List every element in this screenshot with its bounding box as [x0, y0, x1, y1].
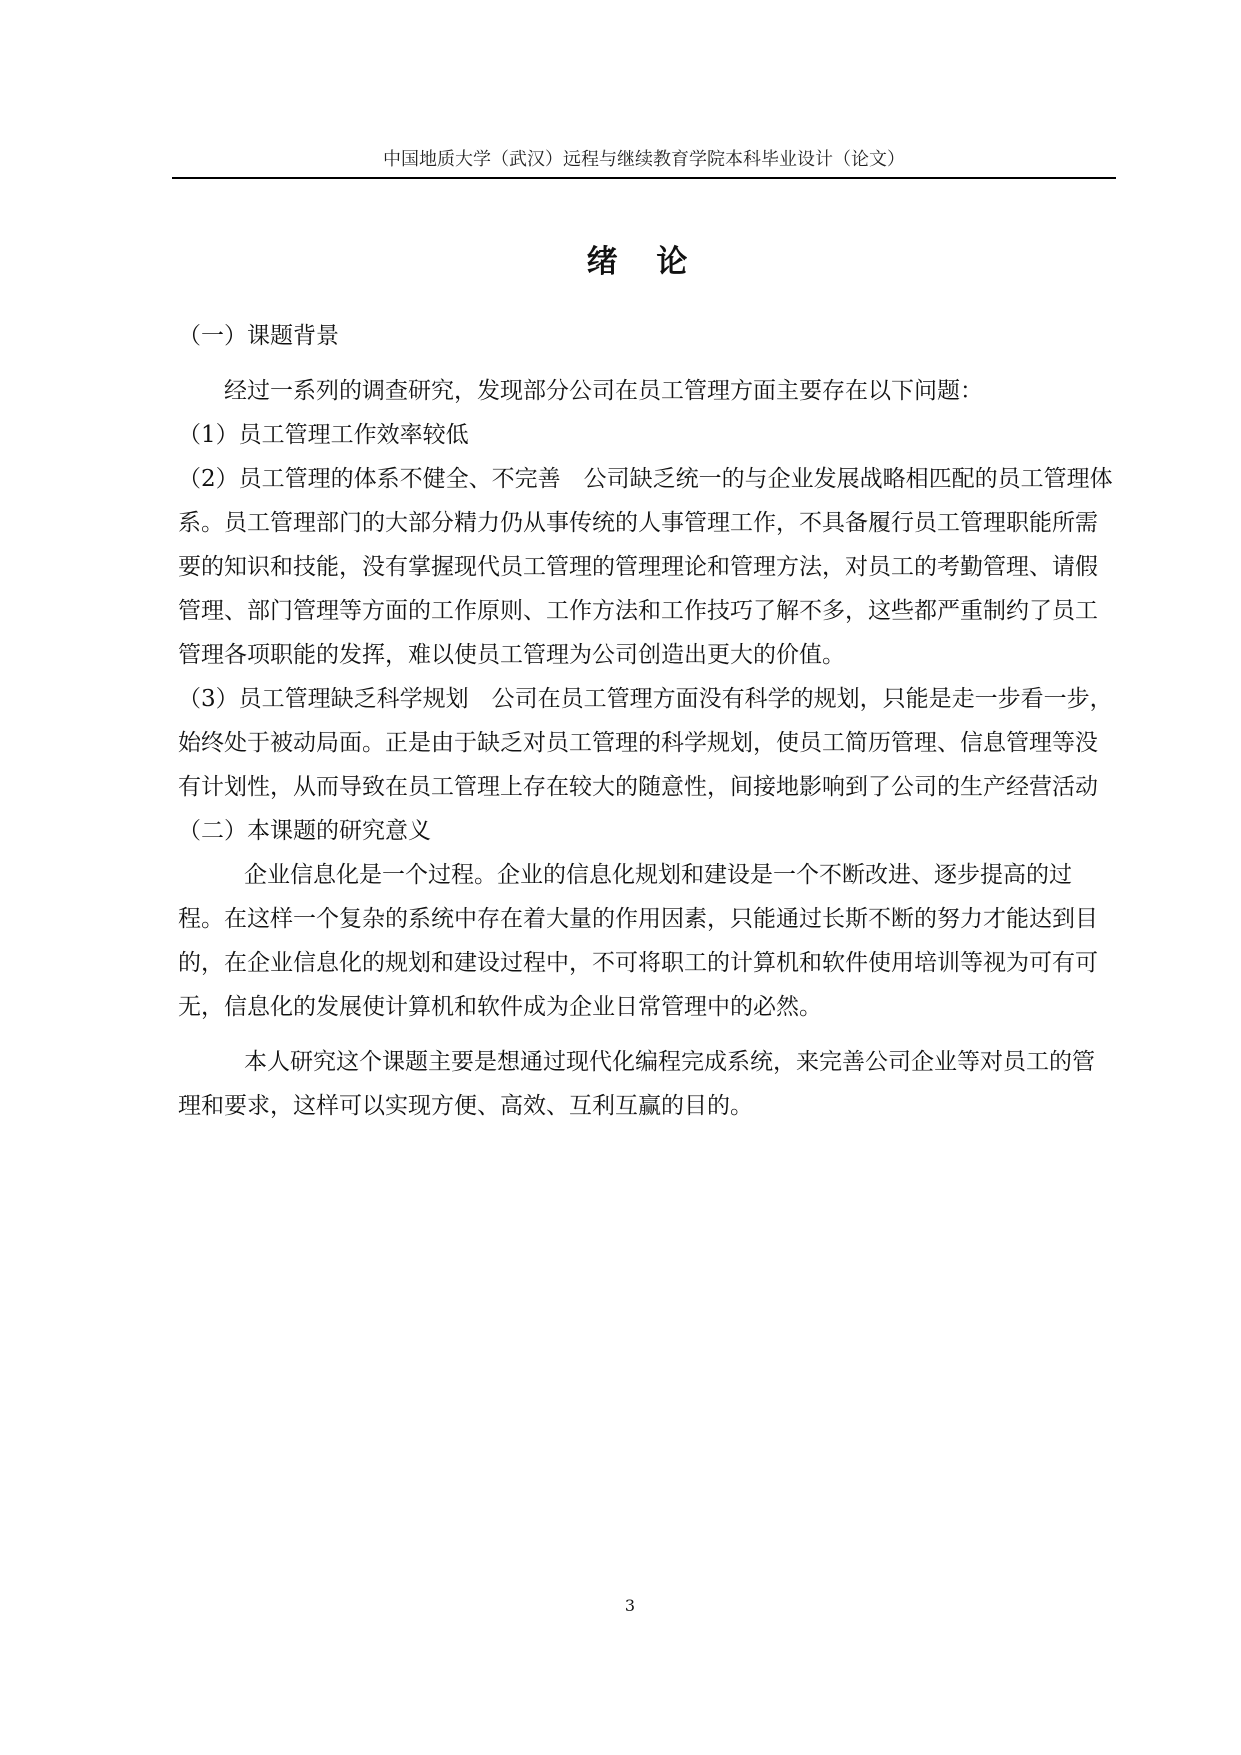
header-rule	[172, 177, 1116, 179]
section-heading-background: （一）课题背景	[178, 323, 339, 349]
page-number: 3	[624, 1596, 636, 1615]
running-header: 中国地质大学（武汉）远程与继续教育学院本科毕业设计（论文）	[383, 149, 905, 170]
significance-paragraph-2: 本人研究这个课题主要是想通过现代化编程完成系统，来完善公司企业等对员工的管理和要求，这样可以实现方便、高效、互利互赢的目的。	[178, 1049, 1095, 1119]
chapter-body	[178, 314, 1114, 1128]
problem-item-2: （2）员工管理的体系不健全、不完善 公司缺乏统一的与企业发展战略相匹配的员工管理体系。员工管理部门的大部分精力仍从事传统的人事管理工作，不具备履行员工管理职能所需要的知识和技能，没有掌握现代员工管理的管理理论和管理方法，对员工的考勤管理、请假管理、部门管理等方面的工作原则、工作方法和工作技巧了解不多，这些都严重制约了员工管理各项职能的发挥，难以使员工管理为公司创造出更大的价值。	[178, 466, 1113, 668]
problem-item-3: （3）员工管理缺乏科学规划 公司在员工管理方面没有科学的规划，只能是走一步看一步，始终处于被动局面。正是由于缺乏对员工管理的科学规划，使员工简历管理、信息管理等没有计划性，从而导致在员工管理上存在较大的随意性，间接地影响到了公司的生产经营活动	[178, 686, 1113, 800]
problem-item-1: （1）员工管理工作效率较低	[178, 422, 469, 448]
significance-paragraph-1: 企业信息化是一个过程。企业的信息化规划和建设是一个不断改进、逐步提高的过程。在这样一个复杂的系统中存在着大量的作用因素，只能通过长斯不断的努力才能达到目的，在企业信息化的规划和建设过程中，不可将职工的计算机和软件使用培训等视为可有可无，信息化的发展使计算机和软件成为企业日常管理中的必然。	[178, 862, 1098, 1020]
chapter-title: 绪 论	[586, 244, 702, 280]
section-heading-significance: （二）本课题的研究意义	[178, 818, 431, 844]
background-intro-paragraph: 经过一系列的调查研究，发现部分公司在员工管理方面主要存在以下问题：	[224, 378, 983, 404]
